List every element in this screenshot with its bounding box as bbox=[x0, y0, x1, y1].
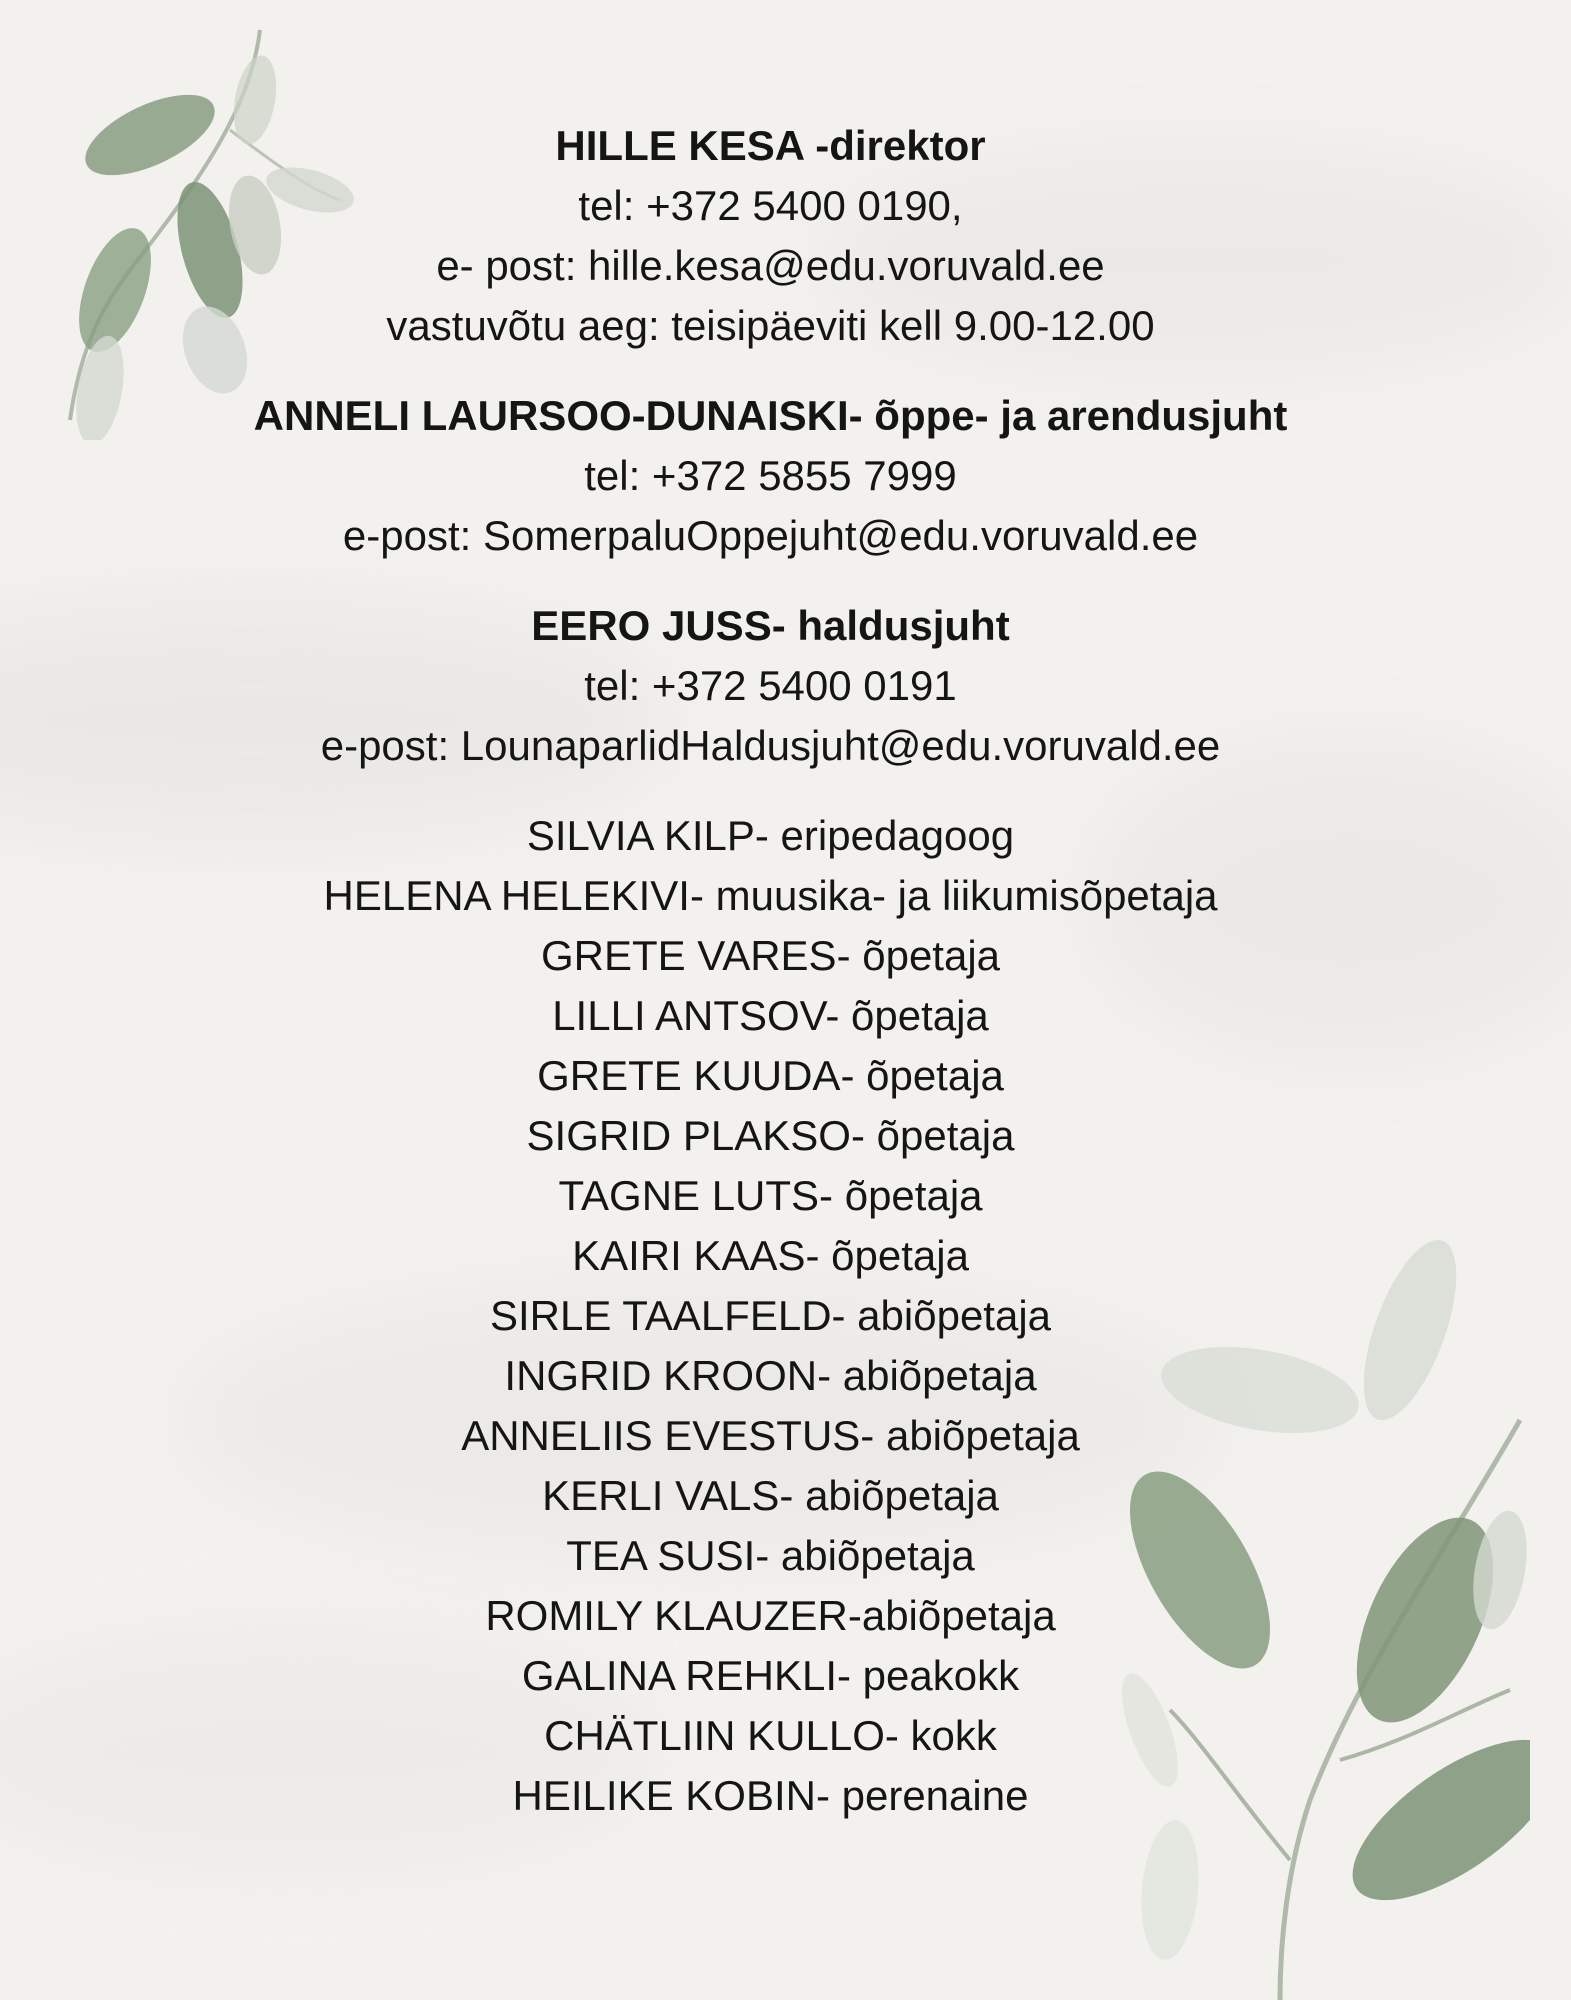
contact-director bbox=[0, 116, 1541, 356]
staff-item: TEA SUSI- abiõpetaja bbox=[566, 1532, 975, 1579]
staff-item: SIGRID PLAKSO- õpetaja bbox=[526, 1112, 1015, 1159]
staff-item: KERLI VALS- abiõpetaja bbox=[542, 1472, 999, 1519]
contact-phone: tel: +372 5400 0191 bbox=[584, 662, 957, 709]
staff-list bbox=[0, 806, 1541, 1826]
staff-item: LILLI ANTSOV- õpetaja bbox=[552, 992, 989, 1039]
contact-list bbox=[0, 116, 1541, 1856]
contact-title: EERO JUSS- haldusjuht bbox=[531, 602, 1010, 649]
staff-item: SIRLE TAALFELD- abiõpetaja bbox=[489, 1292, 1052, 1339]
staff-item: INGRID KROON- abiõpetaja bbox=[504, 1352, 1037, 1399]
staff-item: SILVIA KILP- eripedagoog bbox=[526, 812, 1015, 859]
staff-item: ANNELIIS EVESTUS- abiõpetaja bbox=[461, 1412, 1080, 1459]
contact-office-hours: vastuvõtu aeg: teisipäeviti kell 9.00-12.00 bbox=[386, 302, 1155, 349]
staff-item: HELENA HELEKIVI- muusika- ja liikumisõpetaja bbox=[323, 872, 1218, 919]
staff-item: ROMILY KLAUZER-abiõpetaja bbox=[485, 1592, 1056, 1639]
staff-item: GRETE KUUDA- õpetaja bbox=[537, 1052, 1004, 1099]
contact-title: ANNELI LAURSOO-DUNAISKI- õppe- ja arendusjuht bbox=[253, 392, 1288, 439]
contact-email: e-post: SomerpaluOppejuht@edu.voruvald.ee bbox=[342, 512, 1199, 559]
contact-phone: tel: +372 5400 0190, bbox=[578, 182, 963, 229]
staff-item: HEILIKE KOBIN- perenaine bbox=[512, 1772, 1029, 1819]
staff-item: GALINA REHKLI- peakokk bbox=[521, 1652, 1020, 1699]
staff-item: KAIRI KAAS- õpetaja bbox=[572, 1232, 969, 1279]
staff-item: TAGNE LUTS- õpetaja bbox=[558, 1172, 983, 1219]
staff-item: CHÄTLIIN KULLO- kokk bbox=[544, 1712, 997, 1759]
contact-facilities-manager bbox=[0, 596, 1541, 776]
contact-email: e-post: LounaparlidHaldusjuht@edu.voruvald.ee bbox=[320, 722, 1221, 769]
contact-email: e- post: hille.kesa@edu.voruvald.ee bbox=[436, 242, 1105, 289]
contact-phone: tel: +372 5855 7999 bbox=[584, 452, 957, 499]
contact-education-manager bbox=[0, 386, 1541, 566]
staff-item: GRETE VARES- õpetaja bbox=[540, 932, 1001, 979]
contact-title: HILLE KESA -direktor bbox=[555, 122, 986, 169]
